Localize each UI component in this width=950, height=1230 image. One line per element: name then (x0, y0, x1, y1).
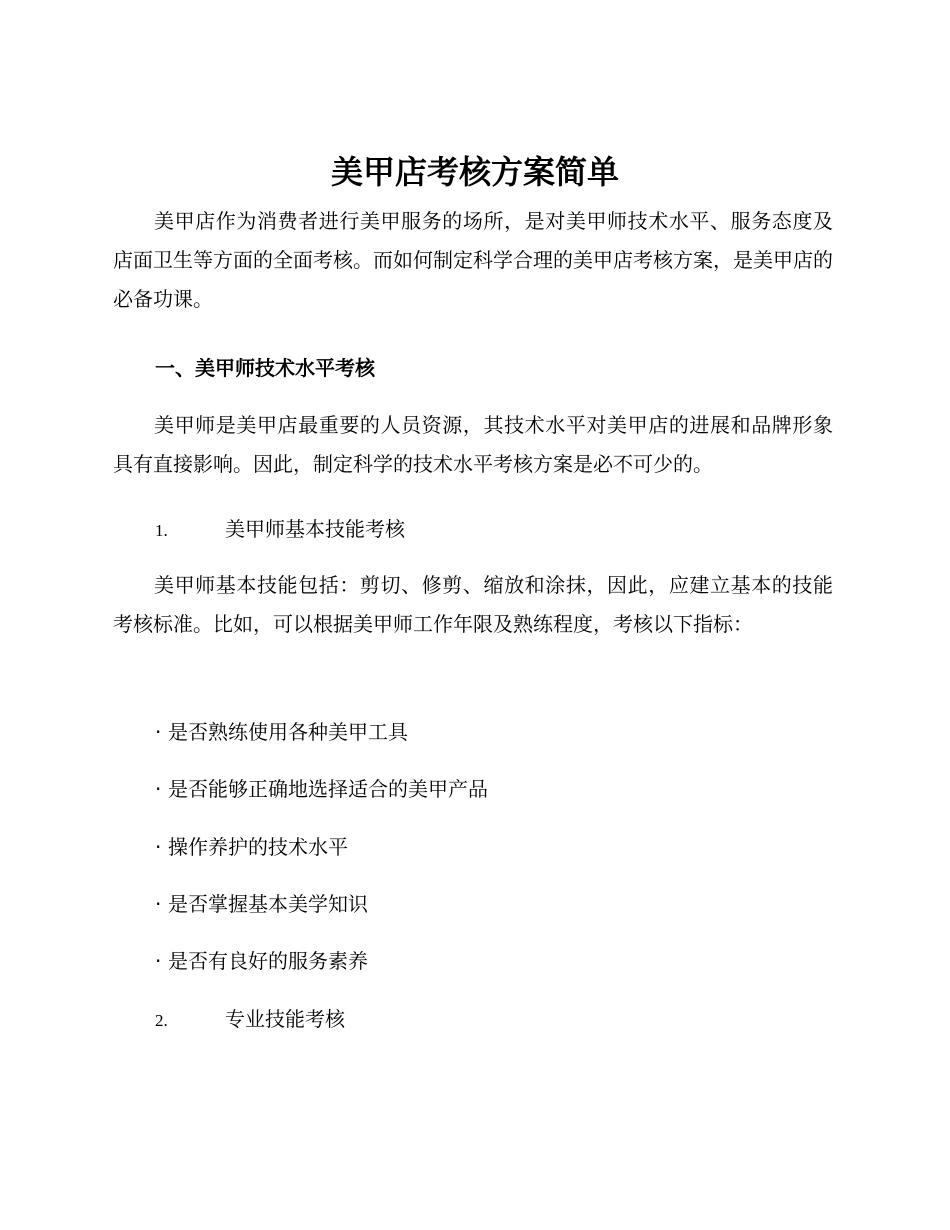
item-label: 专业技能考核 (225, 1007, 345, 1031)
bullet-dot: · (155, 777, 162, 801)
bullet-text: 操作养护的技术水平 (168, 835, 348, 859)
intro-paragraph: 美甲店作为消费者进行美甲服务的场所，是对美甲师技术水平、服务态度及店面卫生等方面的全面考核。而如何制定科学合理的美甲店考核方案，是美甲店的必备功课。 (113, 209, 833, 311)
item-number: 2. (155, 1011, 168, 1030)
bullet-text: 是否能够正确地选择适合的美甲产品 (168, 777, 488, 801)
section-heading: 一、美甲师技术水平考核 (155, 356, 375, 380)
bullet-item (155, 774, 488, 804)
item-number: 1. (155, 521, 168, 540)
bullet-dot: · (155, 835, 162, 859)
numbered-item-1 (155, 514, 405, 546)
bullet-item (155, 717, 408, 747)
bullet-dot: · (155, 720, 162, 744)
bullet-item (155, 946, 368, 976)
bullet-text: 是否掌握基本美学知识 (168, 892, 368, 916)
item-label: 美甲师基本技能考核 (225, 517, 405, 541)
numbered-item-2 (155, 1004, 345, 1036)
bullet-item (155, 889, 368, 919)
bullet-text: 是否熟练使用各种美甲工具 (168, 720, 408, 744)
bullet-item (155, 832, 348, 862)
skills-paragraph: 美甲师基本技能包括：剪切、修剪、缩放和涂抹，因此，应建立基本的技能考核标准。比如，可以根据美甲师工作年限及熟练程度，考核以下指标： (113, 573, 833, 636)
bullet-dot: · (155, 949, 162, 973)
bullet-text: 是否有良好的服务素养 (168, 949, 368, 973)
bullet-dot: · (155, 892, 162, 916)
section-paragraph: 美甲师是美甲店最重要的人员资源，其技术水平对美甲店的进展和品牌形象具有直接影响。因此，制定科学的技术水平考核方案是必不可少的。 (113, 413, 833, 476)
document-title: 美甲店考核方案简单 (330, 153, 619, 191)
